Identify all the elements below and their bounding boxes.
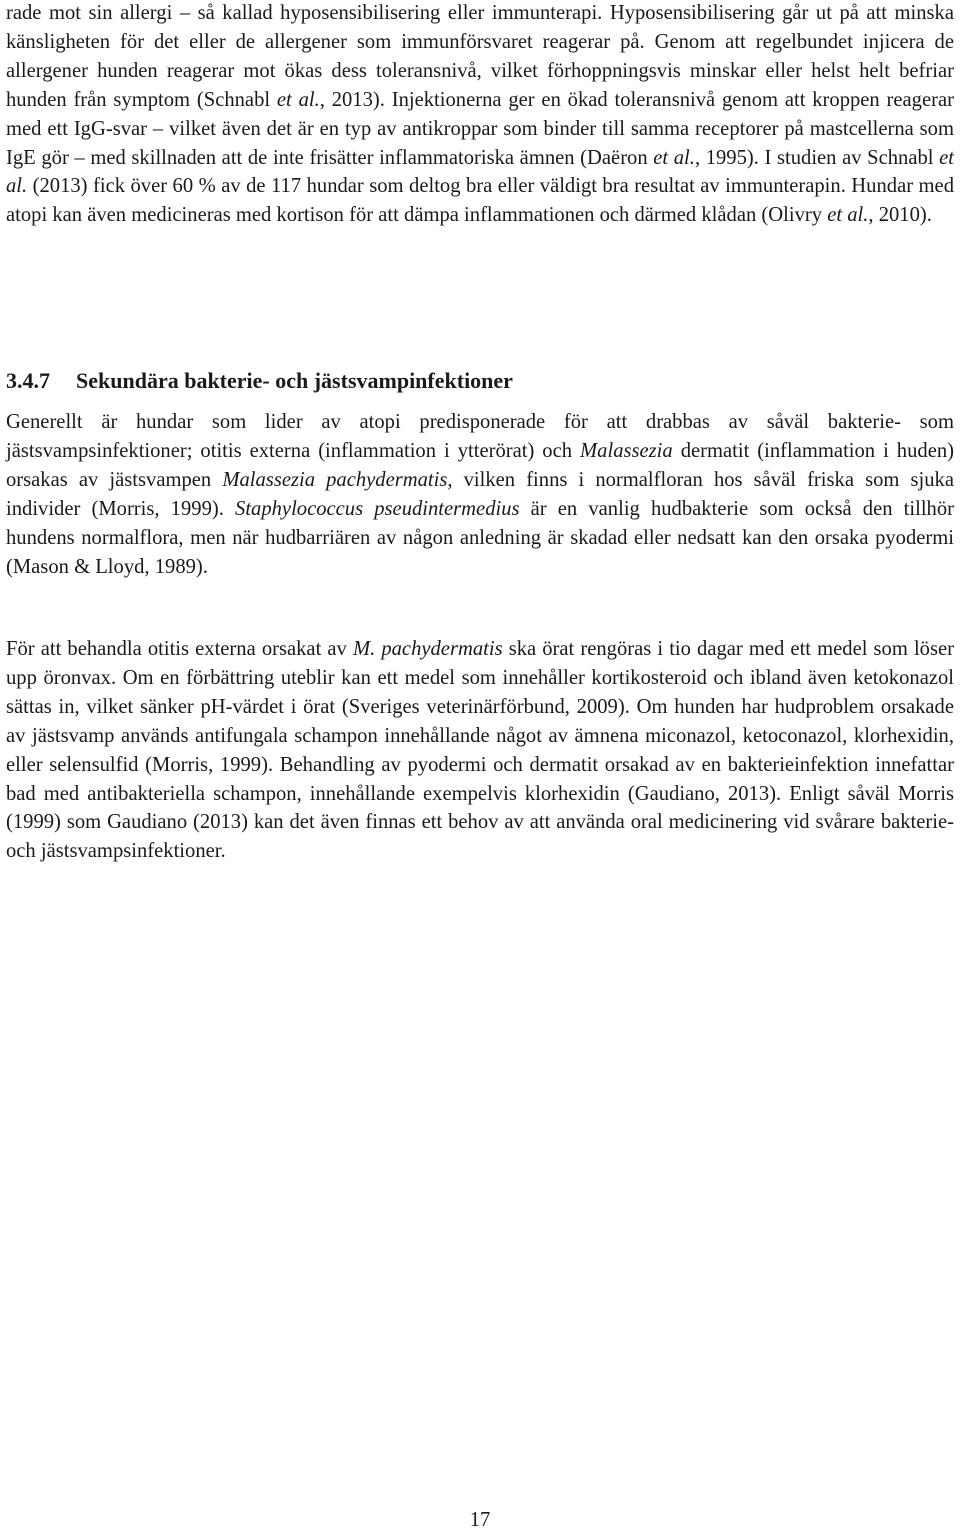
italic-species: Staphylococcus pseudintermedius bbox=[235, 497, 520, 520]
text-run: dermatit (inflammation i huden) orsakas av jästsvampen bbox=[6, 439, 954, 491]
text-run: , 2013). Injektionerna ger en ökad toleransnivå genom att kroppen reagerar med ett IgG-svar – vilket även det är en typ av antikroppar som binder till samma receptorer på mastcellerna som IgE gör – med skillnaden att de inte frisätter inflammatoriska ämnen (Daëron bbox=[6, 88, 954, 169]
italic-species: Malassezia bbox=[580, 439, 673, 462]
text-run: ska örat rengöras i tio dagar med ett medel som löser upp öronvax. Om en förbättring uteblir kan ett medel som innehåller kortikosteroid och ibland även ketokonazol sättas in, vilket sänker pH-värdet i örat (Sveriges veterinärförbund, 2009). Om hunden har hudproblem orsakade av jästsvamp används antifungala schampon innehållande något av ämnena miconazol, ketoconazol, klorhexidin, eller selensulfid (Morris, 1999). Behandling av pyodermi och dermatit orsakad av en bakterieinfektion innefattar bad med antibakteriella schampon, innehållande exempelvis klorhexidin (Gaudiano, 2013). Enligt såväl Morris (1999) som Gaudiano (2013) kan det även finnas ett behov av att använda oral medicinering vid svårare bakterie- och jästsvampsinfektioner. bbox=[6, 638, 954, 863]
text-run: , 2010). bbox=[868, 204, 932, 227]
section-title: Sekundära bakterie- och jästsvampinfektioner bbox=[76, 368, 513, 393]
italic-et-al: et al. bbox=[827, 204, 869, 227]
text-run: (2013) fick över 60 % av de 117 hundar som deltog bra eller väldigt bra resultat av immunterapin. Hundar med atopi kan även medicineras med kortison för att dämpa inflammationen och därmed klådan (Olivry bbox=[6, 175, 954, 227]
paragraph-immunotherapy bbox=[6, 0, 954, 230]
italic-species: M. pachydermatis bbox=[352, 638, 503, 660]
italic-et-al: et al. bbox=[276, 88, 320, 111]
text-run: , vilken finns i normalfloran hos såväl friska som sjuka individer (Morris, 1999). bbox=[6, 468, 954, 520]
text-run: För att behandla otitis externa orsakat av bbox=[6, 638, 353, 660]
page-number: 17 bbox=[469, 1509, 491, 1531]
italic-et-al: et al. bbox=[6, 146, 954, 198]
text-run: rade mot sin allergi – så kallad hyposensibilisering eller immunterapi. Hyposensibilisering går ut på att minska känsligheten för det eller de allergener som immunförsvaret reagerar på. Genom att regelbundet injicera de allergener hunden reagerar mot ökas dess toleransnivå, vilket förhoppningsvis minskar eller helst helt befriar hunden från symptom (Schnabl bbox=[6, 2, 954, 111]
italic-species: Malassezia pachydermatis bbox=[222, 468, 448, 491]
section-number: 3.4.7 bbox=[6, 368, 50, 393]
text-run: är en vanlig hudbakterie som också den tillhör hundens normalflora, men när hudbarriären av någon anledning är skadad eller nedsatt kan den orsaka pyodermi (Mason & Lloyd, 1989). bbox=[6, 497, 954, 578]
text-run: , 1995). I studien av Schnabl bbox=[694, 146, 940, 169]
text-run: Generellt är hundar som lider av atopi predisponerade för att drabbas av såväl bakterie- som jästsvampsinfektioner; otitis externa (inflammation i ytterörat) och bbox=[6, 411, 954, 462]
paragraph-treatment bbox=[6, 635, 954, 866]
italic-et-al: et al. bbox=[653, 146, 695, 169]
paragraph-secondary-infections bbox=[6, 408, 954, 581]
section-heading bbox=[6, 366, 954, 396]
